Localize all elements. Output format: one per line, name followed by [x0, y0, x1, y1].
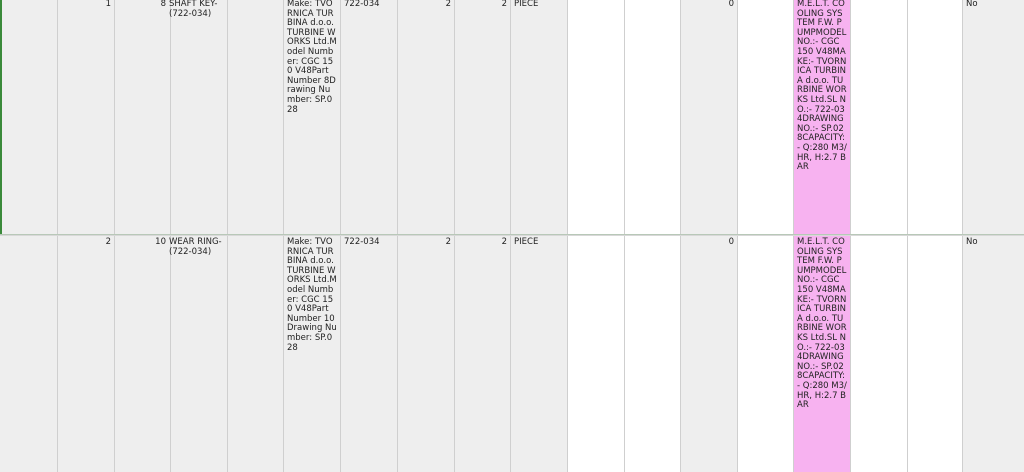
sl-no-cell[interactable]: 1 [58, 0, 115, 234]
blank-cell[interactable] [228, 0, 284, 234]
item-no-cell[interactable] [115, 236, 222, 472]
remarks-cell[interactable]: M.E.L.T. COOLING SYSTEM F.W. PUMPMODEL NO.:- CGC 150 V48MAKE:- TVORNICA TURBINA d.o.o. TURBINE WORKS Ltd.SL NO.:- 722-034DRAWING NO.:- SP.028CAPACITY:- Q:280 M3/HR, H:2.7 BAR [794, 236, 851, 472]
row-header-cell[interactable] [0, 236, 58, 472]
input-cell[interactable] [568, 0, 625, 234]
input-cell[interactable] [738, 0, 794, 234]
quantity-a-cell[interactable]: 2 [398, 0, 455, 234]
table-row[interactable] [0, 0, 1024, 234]
item-no-cell[interactable] [115, 0, 218, 234]
flag-cell[interactable]: No [963, 0, 1024, 234]
input-cell[interactable] [568, 236, 625, 472]
flag-cell[interactable]: No [963, 236, 1024, 472]
input-cell[interactable] [851, 236, 908, 472]
input-cell[interactable] [738, 236, 794, 472]
item-no-value: 8 [160, 0, 166, 9]
amount-cell[interactable]: 0 [681, 0, 738, 234]
code-cell[interactable]: 722-034 [341, 0, 398, 234]
input-cell[interactable] [625, 0, 681, 234]
item-no-value: 10 [155, 237, 166, 247]
description-value: WEAR RING-(722-034) [169, 237, 222, 257]
table-row[interactable] [0, 236, 1024, 472]
input-cell[interactable] [625, 236, 681, 472]
amount-cell[interactable]: 0 [681, 236, 738, 472]
input-cell[interactable] [908, 0, 963, 234]
row-header-cell[interactable] [0, 0, 58, 234]
specification-cell[interactable]: Make: TVORNICA TURBINA d.o.o. TURBINE WORKS Ltd.Model Number: CGC 150 V48Part Number 10Drawing Number: SP.028 [284, 236, 341, 472]
input-cell[interactable] [908, 236, 963, 472]
row-selection-indicator [0, 0, 2, 234]
unit-cell[interactable]: PIECE [511, 236, 568, 472]
quantity-a-cell[interactable]: 2 [398, 236, 455, 472]
code-cell[interactable]: 722-034 [341, 236, 398, 472]
quantity-b-cell[interactable]: 2 [455, 0, 511, 234]
sl-no-cell[interactable]: 2 [58, 236, 115, 472]
specification-cell[interactable]: Make: TVORNICA TURBINA d.o.o. TURBINE WORKS Ltd.Model Number: CGC 150 V48Part Number 8Drawing Number: SP.028 [284, 0, 341, 234]
blank-cell[interactable] [228, 236, 284, 472]
unit-cell[interactable]: PIECE [511, 0, 568, 234]
remarks-cell[interactable]: M.E.L.T. COOLING SYSTEM F.W. PUMPMODEL NO.:- CGC 150 V48MAKE:- TVORNICA TURBINA d.o.o. TURBINE WORKS Ltd.SL NO.:- 722-034DRAWING NO.:- SP.028CAPACITY:- Q:280 M3/HR, H:2.7 BAR [794, 0, 851, 234]
quantity-b-cell[interactable]: 2 [455, 236, 511, 472]
description-value: SHAFT KEY-(722-034) [169, 0, 218, 19]
input-cell[interactable] [851, 0, 908, 234]
